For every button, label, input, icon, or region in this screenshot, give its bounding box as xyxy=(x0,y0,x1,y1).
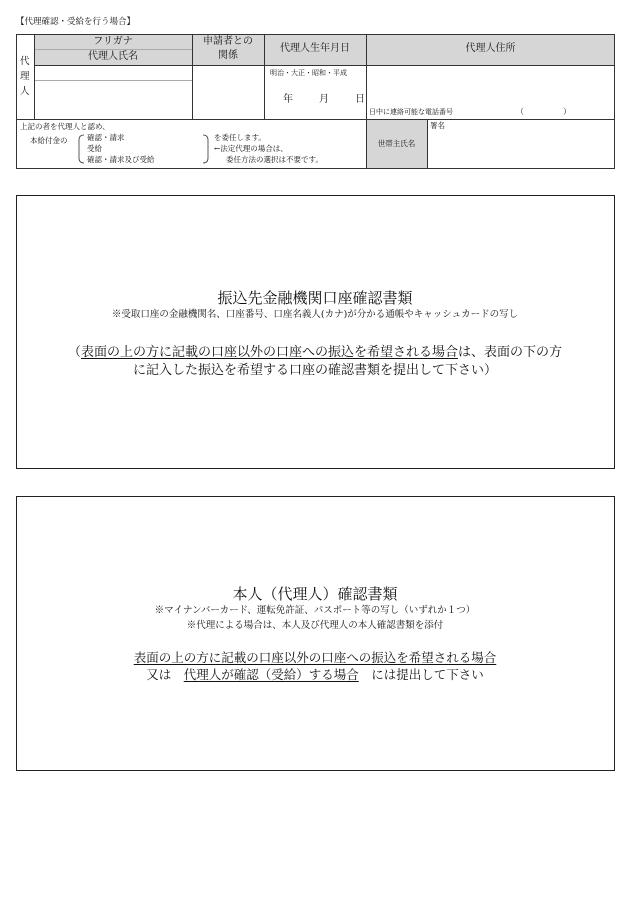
identity-doc-line2-prefix: 又は xyxy=(146,667,184,682)
birth-day-label: 日 xyxy=(355,94,365,105)
agent-name-header: 代理人氏名 xyxy=(88,51,138,62)
relation-field[interactable] xyxy=(193,66,263,118)
consent-prefix: 本給付金の xyxy=(30,136,68,145)
furigana-header: フリガナ xyxy=(93,36,133,47)
phone-label: 日中に連絡可能な電話番号 xyxy=(369,108,453,116)
row-header-char-1: 代 xyxy=(20,56,30,67)
agent-furigana-field[interactable] xyxy=(35,66,191,79)
bank-doc-line2: に記入した振込を希望する口座の確認書類を提出して下さい） xyxy=(132,363,497,378)
relation-header-line2: 関係 xyxy=(218,50,238,61)
bank-doc-line1-rest: は、表面の下の方 xyxy=(458,345,563,360)
address-field[interactable] xyxy=(367,66,614,104)
relation-header-line1: 申請者との xyxy=(203,36,253,47)
agent-row-bottom-line xyxy=(16,119,615,120)
identity-doc-title: 本人（代理人）確認書類 xyxy=(232,585,398,603)
bank-doc-line1-underlined: 表面の上の方に記載の口座以外の口座への振込を希望される場合 xyxy=(80,345,458,360)
birth-month-label: 月 xyxy=(319,94,329,105)
row-header-char-3: 人 xyxy=(20,86,30,97)
identity-doc-note2: ※代理による場合は、本人及び代理人の本人確認書類を添付 xyxy=(186,620,444,631)
address-header: 代理人住所 xyxy=(465,43,516,54)
identity-doc-line2-suffix: には提出して下さい xyxy=(358,667,484,682)
consent-note2: 委任方法の選択は不要です。 xyxy=(226,155,323,164)
birth-header: 代理人生年月日 xyxy=(280,43,350,54)
identity-doc-box xyxy=(16,496,615,771)
identity-doc-line1 xyxy=(17,652,613,665)
consent-option-receive[interactable]: 受給 xyxy=(87,144,102,153)
era-options[interactable]: 明治・大正・昭和・平成 xyxy=(270,69,347,77)
furigana-divider xyxy=(34,49,192,50)
consent-option-both[interactable]: 確認・請求及び受給 xyxy=(87,155,155,164)
section-title: 【代理確認・受給を行う場合】 xyxy=(16,17,136,27)
consent-delegate: を委任します。 xyxy=(214,133,266,142)
bank-doc-title: 振込先金融機関口座確認書類 xyxy=(217,289,413,307)
phone-paren-open: （ xyxy=(516,107,524,116)
bank-doc-line1 xyxy=(17,346,613,359)
identity-doc-line2-underlined: 代理人が確認（受給）する場合 xyxy=(183,667,359,682)
consent-note1: ←法定代理の場合は、 xyxy=(214,144,288,153)
consent-line1: 上記の者を代理人と認め、 xyxy=(20,122,110,131)
phone-field[interactable] xyxy=(525,106,561,118)
identity-doc-line2 xyxy=(17,669,613,682)
identity-doc-note1: ※マイナンバーカード、運転免許証、パスポート等の写し（いずれか１つ） xyxy=(154,605,476,616)
birth-year-label: 年 xyxy=(283,94,293,105)
signature-label: 署名 xyxy=(430,121,445,130)
left-bracket-icon xyxy=(77,134,85,164)
phone-paren-close: ） xyxy=(563,107,571,116)
agent-name-field[interactable] xyxy=(35,81,191,118)
signature-field[interactable] xyxy=(428,132,614,168)
consent-option-confirm[interactable]: 確認・請求 xyxy=(87,133,125,142)
identity-doc-line1-underlined: 表面の上の方に記載の口座以外の口座への振込を希望される場合 xyxy=(133,650,497,665)
bank-doc-subtitle: ※受取口座の金融機関名、口座番号、口座名義人(カナ)が分かる通帳やキャッシュカードの写し xyxy=(111,309,519,320)
bank-account-doc-box xyxy=(16,195,615,469)
householder-label: 世帯主氏名 xyxy=(377,139,416,148)
bank-doc-line1-open: （ xyxy=(67,345,81,360)
row-header-char-2: 理 xyxy=(20,71,30,82)
right-bracket-icon xyxy=(202,134,210,164)
